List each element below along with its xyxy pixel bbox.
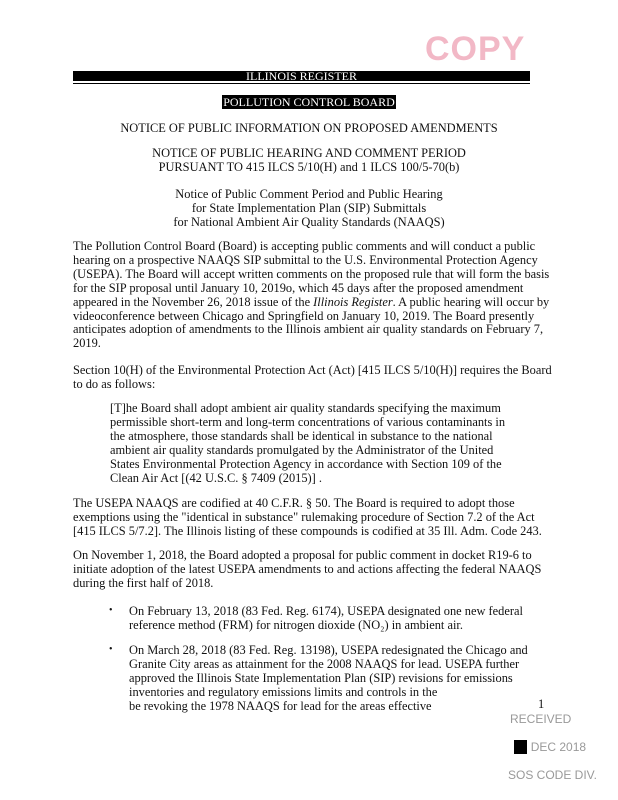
- quote-line: the atmosphere, those standards shall be identical in substance to the national: [110, 428, 493, 443]
- board-name: POLLUTION CONTROL BOARD: [223, 95, 395, 109]
- bullet-marker: •: [109, 644, 113, 655]
- subtitle-line: for State Implementation Plan (SIP) Submittals: [191, 201, 427, 215]
- paragraph-line: hearing on a prospective NAAQS SIP submittal to the U.S. Environmental Protection Agency: [73, 252, 538, 267]
- paragraph-line: On November 1, 2018, the Board adopted a proposal for public comment in docket R19-6 to: [73, 548, 532, 562]
- hearing-title-line: PURSUANT TO 415 ILCS 5/10(H) and 1 ILCS 100/5-70(b): [158, 160, 460, 174]
- received-date-stamp: [514, 740, 586, 754]
- paragraph-line: to do as follows:: [73, 377, 156, 391]
- quote-line: Clean Air Act [(42 U.S.C. § 7409 (2015)] .: [110, 470, 322, 485]
- quote-line: States Environmental Protection Agency in accordance with Section 109 of the: [110, 456, 502, 471]
- notice-title: NOTICE OF PUBLIC INFORMATION ON PROPOSED AMENDMENTS: [120, 121, 498, 135]
- quote-line: permissible short-term and long-term concentrations of various contaminants in: [110, 414, 506, 429]
- paragraph-line: for the SIP proposal until January 10, 2019o, which 45 days after the proposed amendment: [73, 280, 524, 295]
- bullet-line: Granite City areas as attainment for the 2008 NAAQS for lead. USEPA further: [129, 657, 520, 671]
- paragraph-line: Section 10(H) of the Environmental Protection Act (Act) [415 ILCS 5/10(H)] requires the Board: [73, 363, 552, 377]
- received-date: DEC 2018: [530, 740, 587, 754]
- quote-line: [T]he Board shall adopt ambient air quality standards specifying the maximum: [110, 401, 501, 415]
- bullet-line: On March 28, 2018 (83 Fed. Reg. 13198), USEPA redesignated the Chicago and: [129, 643, 528, 657]
- quote-line: ambient air quality standards promulgated by the Administrator of the United: [110, 442, 494, 457]
- subtitle-line: Notice of Public Comment Period and Public Hearing: [175, 187, 443, 201]
- hearing-title-line: NOTICE OF PUBLIC HEARING AND COMMENT PERIOD: [152, 146, 466, 160]
- copy-stamp: COPY: [425, 30, 526, 68]
- page-number: 1: [538, 697, 545, 711]
- paragraph-line: The Pollution Control Board (Board) is accepting public comments and will conduct a public: [73, 239, 536, 253]
- paragraph-line: exemptions using the "identical in substance" rulemaking procedure of Section 7.2 of the Act: [73, 510, 535, 524]
- paragraph-line: videoconference between Chicago and Springfield on January 10, 2019. The Board presently: [73, 308, 535, 323]
- paragraph-line: initiate adoption of the latest USEPA amendments to and actions affecting the federal NAAQS: [73, 562, 542, 576]
- register-header-bar: [73, 71, 530, 81]
- register-title: ILLINOIS REGISTER: [246, 69, 357, 83]
- paragraph-line: (USEPA). The Board will accept written comments on the proposed rule that will form the basis: [73, 266, 550, 281]
- paragraph-line: The USEPA NAAQS are codified at 40 C.F.R. § 50. The Board is required to adopt those: [73, 496, 515, 510]
- paragraph-line: appeared in the November 26, 2018 issue of the Illinois Register. A public hearing will occur by: [73, 294, 550, 309]
- received-stamp: RECEIVED: [510, 712, 572, 726]
- bullet-line: inventories and regulatory emissions limits and controls in the: [129, 685, 438, 699]
- board-label: [0, 95, 618, 110]
- paragraph-line: [415 ILCS 5/7.2]. The Illinois listing of these compounds is codified at 35 Ill. Adm. Code 243.: [73, 524, 542, 538]
- bullet-marker: •: [109, 605, 113, 616]
- bullet-line: approved the Illinois State Implementation Plan (SIP) revisions for emissions: [129, 671, 513, 685]
- paragraph-line: anticipates adoption of amendments to the Illinois ambient air quality standards on February 7,: [73, 322, 544, 337]
- bullet-line: reference method (FRM) for nitrogen dioxide (NO₂) in ambient air.: [129, 618, 463, 632]
- paragraph-line: 2019.: [73, 336, 101, 351]
- bullet-line: be revoking the 1978 NAAQS for lead for the areas effective: [129, 699, 432, 713]
- header-rule: [73, 83, 530, 84]
- division-stamp: SOS CODE DIV.: [508, 768, 597, 782]
- bullet-line: On February 13, 2018 (83 Fed. Reg. 6174), USEPA designated one new federal: [129, 604, 523, 618]
- subtitle-line: for National Ambient Air Quality Standards (NAAQS): [173, 215, 445, 229]
- paragraph-line: during the first half of 2018.: [73, 576, 214, 590]
